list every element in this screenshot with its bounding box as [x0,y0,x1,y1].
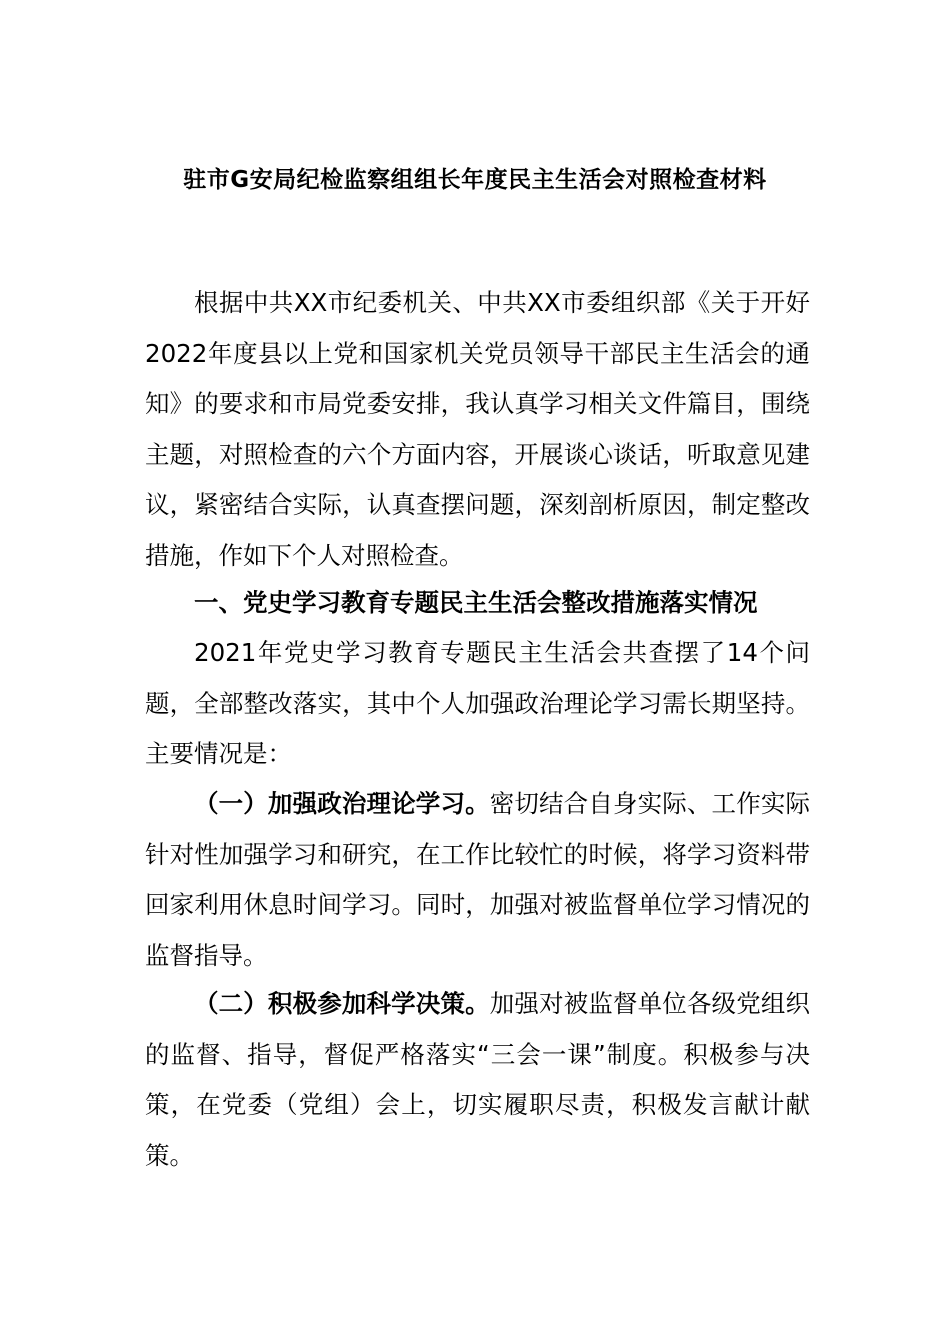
document-title: 驻市G安局纪检监察组组长年度民主生活会对照检查材料 [183,167,767,193]
item-2-lead: （二）积极参加科学决策。 [194,989,490,1018]
item-2-text: 加强对被监督单位各级党组织的监督、指导，督促严格落实“三会一课”制度。积极参与决策，在党委（党组）会上，切实履职尽责，积极发言献计献策。 [145,989,810,1170]
section1-paragraph: 2021年党史学习教育专题民主生活会共查摆了14个问题，全部整改落实，其中个人加强政治理论学习需长期坚持。主要情况是： [145,638,810,768]
intro-paragraph: 根据中共XX市纪委机关、中共XX市委组织部《关于开好2022年度县以上党和国家机关党员领导干部民主生活会的通知》的要求和市局党委安排，我认真学习相关文件篇目，围绕主题，对照检查的六个方面内容，开展谈心谈话，听取意见建议，紧密结合实际，认真查摆问题，深刻剖析原因，制定整改措施，作如下个人对照检查。 [145,288,810,570]
item-1-text: 密切结合自身实际、工作实际针对性加强学习和研究，在工作比较忙的时候，将学习资料带回家利用休息时间学习。同时，加强对被监督单位学习情况的监督指导。 [145,789,810,970]
item-1-lead: （一）加强政治理论学习。 [194,789,490,818]
item-1-paragraph [145,779,810,981]
item-2-paragraph [145,979,810,1181]
section-heading-1: 一、党史学习教育专题民主生活会整改措施落实情况 [194,588,758,617]
